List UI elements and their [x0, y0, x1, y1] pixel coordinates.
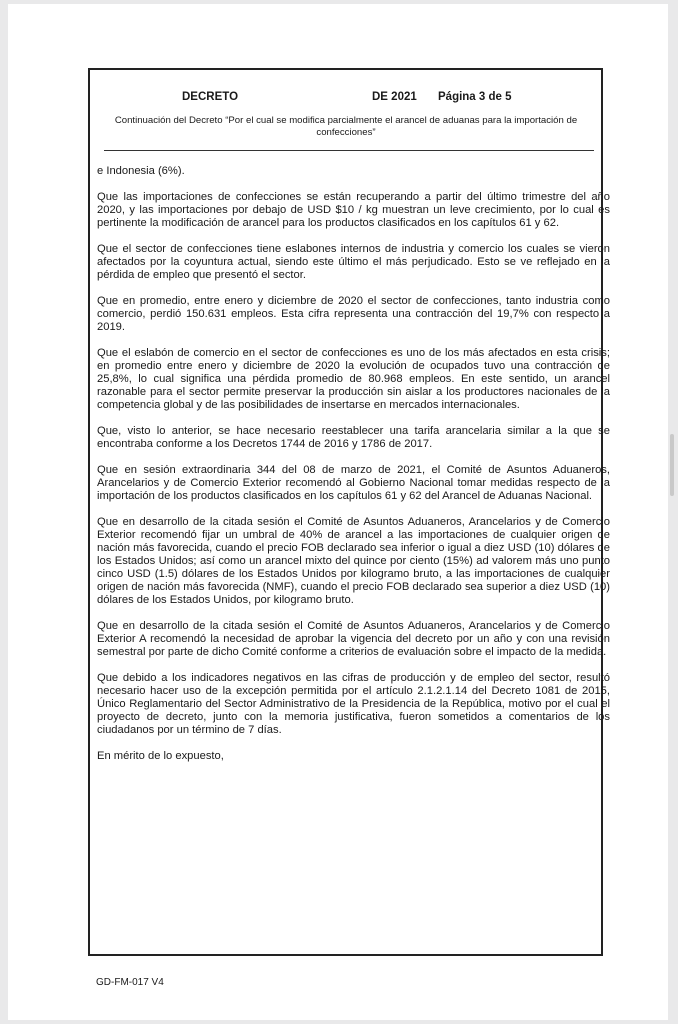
paragraph: Que en desarrollo de la citada sesión el Comité de Asuntos Aduaneros, Arancelarios y de Comercio Exterior A recomendó la necesidad de aprobar la vigencia del decreto por un año y con una revisión semestral por parte de dicho Comité conforme a criterios de evaluación sobre el impacto de la medida. — [97, 620, 610, 658]
header-divider — [104, 150, 594, 151]
paragraph: Que debido a los indicadores negativos en las cifras de producción y de empleo del sector, resultó necesario hacer uso de la excepción permitida por el artículo 2.1.2.1.14 del Decreto 1081 de 2015, Único Reglamentario del Sector Administrativo de la Presidencia de la República, motivo por el cual el proyecto de decreto, junto con la memoria justificativa, fueron sometidos a comentarios de los ciudadanos por un término de 7 días. — [97, 672, 610, 736]
paragraph: e Indonesia (6%). — [97, 165, 185, 177]
paragraph: Que las importaciones de confecciones se están recuperando a partir del último trimestre del año 2020, y las importaciones por debajo de USD $10 / kg muestran un leve crecimiento, por lo cual es pertinente la modificación de arancel para los productos clasificados en los capítulos 61 y 62. — [97, 191, 610, 229]
decree-subtitle: Continuación del Decreto “Por el cual se modifica parcialmente el arancel de aduanas para la importación de confecciones” — [114, 115, 578, 138]
paragraph: Que el eslabón de comercio en el sector de confecciones es uno de los más afectados en esta crisis; en promedio entre enero y diciembre de 2020 la evolución de ocupados tuvo una contracción de 25,8%, lo cual significa una pérdida promedio de 80.968 empleos. En este sentido, un arancel razonable para el sector permite preservar la producción sin aislar a los productores nacionales de la competencia global y de las posibilidades de insertarse en mercados internacionales. — [97, 347, 610, 411]
document-body — [97, 165, 610, 776]
paragraph: Que en sesión extraordinaria 344 del 08 de marzo de 2021, el Comité de Asuntos Aduaneros, Arancelarios y de Comercio Exterior recomendó al Gobierno Nacional tomar medidas respecto de la importación de los productos clasificados en los capítulos 61 y 62 del Arancel de Aduanas Nacional. — [97, 464, 610, 502]
decree-title: DECRETO — [182, 91, 239, 103]
paragraph: Que en desarrollo de la citada sesión el Comité de Asuntos Aduaneros, Arancelarios y de Comercio Exterior recomendó fijar un umbral de 40% de arancel a las importaciones de cualquier origen de nación más favorecida, cuando el precio FOB declarado sea inferior o igual a diez USD (10) dólares de los Estados Unidos; así como un arancel mixto del quince por ciento (15%) ad valorem más uno punto cinco USD (1.5) dólares de los Estados Unidos por kilogramo bruto, a las importaciones de cualquier origen de nación más favorecida (NMF), cuando el precio FOB declarado sea superior a diez USD (10) dólares de los Estados Unidos, por kilogramo bruto. — [97, 516, 610, 606]
paragraph: Que el sector de confecciones tiene eslabones internos de industria y comercio los cuales se vieron afectados por la coyuntura actual, siendo este último el más perjudicado. Esto se ve reflejado en la pérdida de empleo que presentó el sector. — [97, 243, 610, 281]
paragraph: En mérito de lo expuesto, — [97, 750, 224, 762]
paragraph: Que, visto lo anterior, se hace necesario reestablecer una tarifa arancelaria similar a la que se encontraba conforme a los Decretos 1744 de 2016 y 1786 de 2017. — [97, 425, 610, 450]
decree-year: DE 2021 — [372, 91, 417, 103]
page-number: Página 3 de 5 — [438, 91, 512, 103]
paragraph: Que en promedio, entre enero y diciembre de 2020 el sector de confecciones, tanto industria como comercio, perdió 150.631 empleos. Esta cifra representa una contracción del 19,7% con respecto a 2019. — [97, 295, 610, 333]
form-code: GD-FM-017 V4 — [96, 977, 164, 988]
scrollbar[interactable] — [670, 434, 674, 496]
